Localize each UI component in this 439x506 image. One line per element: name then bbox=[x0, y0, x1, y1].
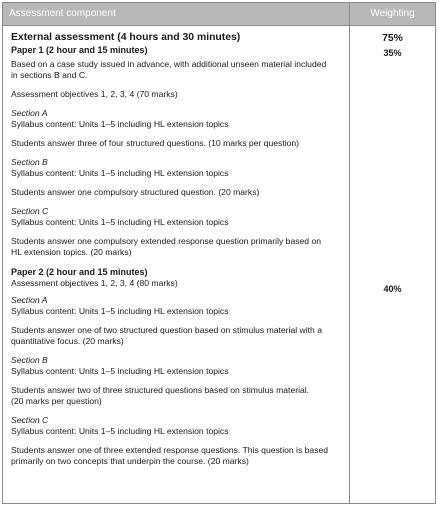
paper2-objectives: Assessment objectives 1, 2, 3, 4 (80 marks) bbox=[11, 278, 178, 288]
paper2-section-c-task-line1: Students answer one of three extended response questions. This question is based bbox=[11, 445, 329, 455]
paper2-section-b-task-line1: Students answer two of three structured questions based on stimulus material. bbox=[11, 385, 310, 395]
paper1-section-c-label: Section C bbox=[11, 206, 49, 216]
paper1-intro-line2: in sections B and C. bbox=[11, 70, 88, 80]
paper1-section-c-task-line1: Students answer one compulsory extended response question primarily based on bbox=[11, 236, 322, 246]
paper1-section-b-label: Section B bbox=[11, 157, 48, 167]
paper2-section-a-task-line2: quantitative focus. (20 marks) bbox=[11, 336, 124, 346]
paper2-section-c-task-line2: primarily on two concepts that underpin the course. (20 marks) bbox=[11, 456, 249, 466]
header-assessment-component: Assessment component bbox=[3, 3, 350, 25]
paper1-section-c-content: Syllabus content: Units 1–5 including HL extension topics bbox=[11, 217, 229, 227]
paper1-intro-line1: Based on a case study issued in advance, with additional unseen material included bbox=[11, 59, 327, 69]
paper2-section-b-label: Section B bbox=[11, 355, 48, 365]
paper1-section-b-task: Students answer one compulsory structured question. (20 marks) bbox=[11, 187, 260, 197]
paper1-section-c-task-line2: HL extension topics. (20 marks) bbox=[11, 247, 132, 257]
external-assessment-title: External assessment (4 hours and 30 minutes) bbox=[11, 32, 241, 43]
paper2-section-c-label: Section C bbox=[11, 415, 49, 425]
paper2-section-a-task-line1: Students answer one of two structured question based on stimulus material with a bbox=[11, 325, 322, 335]
table-body bbox=[3, 26, 435, 504]
paper2-section-a-content: Syllabus content: Units 1–5 including HL extension topics bbox=[11, 306, 229, 316]
paper1-weighting: 35% bbox=[383, 48, 402, 58]
paper2-section-b-task-line2: (20 marks per question) bbox=[11, 396, 102, 406]
header-weighting: Weighting bbox=[370, 8, 415, 19]
table-header bbox=[3, 3, 435, 26]
paper2-title: Paper 2 (2 hour and 15 minutes) bbox=[11, 267, 148, 277]
paper1-title: Paper 1 (2 hour and 15 minutes) bbox=[11, 45, 148, 55]
component-cell bbox=[3, 26, 350, 504]
paper2-weighting: 40% bbox=[383, 284, 402, 294]
paper1-section-a-content: Syllabus content: Units 1–5 including HL extension topics bbox=[11, 119, 229, 129]
paper1-section-a-label: Section A bbox=[11, 108, 48, 118]
paper2-section-a-label: Section A bbox=[11, 295, 48, 305]
paper1-section-b-content: Syllabus content: Units 1–5 including HL extension topics bbox=[11, 168, 229, 178]
paper1-objectives: Assessment objectives 1, 2, 3, 4 (70 marks) bbox=[11, 89, 178, 99]
paper1-section-a-task: Students answer three of four structured questions. (10 marks per question) bbox=[11, 138, 300, 148]
external-weighting: 75% bbox=[382, 33, 403, 44]
weighting-cell bbox=[350, 26, 435, 504]
assessment-table bbox=[2, 2, 436, 504]
paper2-section-c-content: Syllabus content: Units 1–5 including HL extension topics bbox=[11, 426, 229, 436]
paper2-section-b-content: Syllabus content: Units 1–5 including HL extension topics bbox=[11, 366, 229, 376]
